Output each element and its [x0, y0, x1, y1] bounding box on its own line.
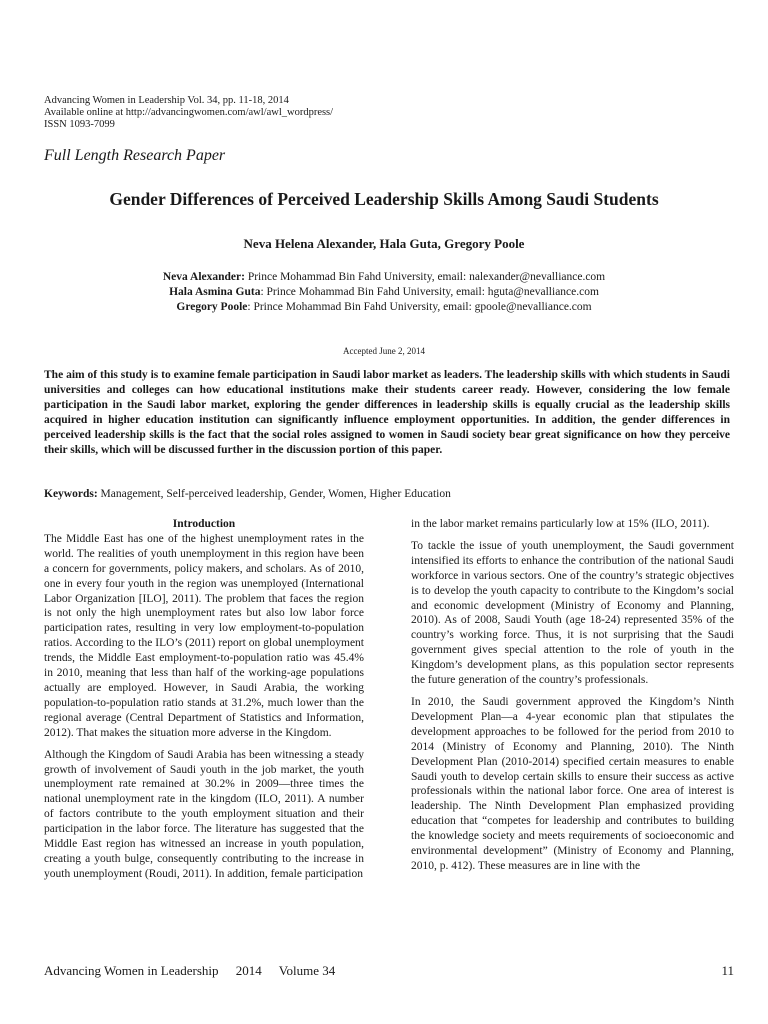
- paper-title: Gender Differences of Perceived Leadership Skills Among Saudi Students: [109, 189, 659, 209]
- affiliation-line: [0, 285, 768, 300]
- affiliation-name: Hala Asmina Guta: [169, 286, 261, 298]
- affiliation-line: [0, 270, 768, 285]
- footer-volume: Volume 34: [278, 963, 336, 978]
- section-heading-introduction: Introduction: [172, 518, 236, 530]
- journal-online-url: Available online at http://advancingwomen.com/awl/awl_wordpress/: [44, 107, 334, 118]
- journal-info: [44, 95, 333, 131]
- journal-issn: ISSN 1093-7099: [44, 119, 115, 130]
- keywords-text: Management, Self-perceived leadership, Gender, Women, Higher Education: [97, 488, 451, 500]
- abstract: The aim of this study is to examine female participation in Saudi labor market as leaders. The leadership skills with which students in Saudi universities and colleges can how educational institutions make their students career ready. However, considering the low female participation in the Saudi labor market, exploring the gender differences in leadership skills is equally crucial as the leadership skills acquired in higher education institution can significantly influence employment opportunities. In addition, the gender differences in perceived leadership skills is the fact that the social roles assigned to women in Saudi society bear great significance on how they perceive their skills, which will be discussed further in the discussion portion of this paper.: [44, 369, 730, 456]
- body-paragraph: To tackle the issue of youth unemployment, the Saudi government intensified its efforts to enhance the contribution of the national Saudi workforce in various sectors. One of the country’s strategic objectives is to develop the youth capacity to contribute to the Kingdom’s social and economic development (Ministry of Economy and Planning, 2010). As of 2008, Saudi Youth (age 18-24) represented 35% of the country’s working force. Thus, it is not surprising that the Saudi government gives special attention to the role of youth in the Kingdom’s development plans, as this population sector represents the future generation of the country’s professionals.: [411, 539, 734, 687]
- footer-journal: Advancing Women in Leadership: [44, 963, 219, 978]
- body-paragraph: in the labor market remains particularly low at 15% (ILO, 2011).: [411, 518, 710, 530]
- affiliation-name: Gregory Poole: [176, 301, 248, 313]
- left-column: [44, 517, 364, 889]
- page-number: 11: [721, 963, 734, 978]
- affiliations: [0, 270, 768, 315]
- affiliation-detail: Prince Mohammad Bin Fahd University, email: nalexander@nevalliance.com: [244, 271, 606, 283]
- page-footer: [44, 963, 734, 979]
- journal-citation: Advancing Women in Leadership Vol. 34, pp. 11-18, 2014: [44, 95, 289, 106]
- footer-year: 2014: [235, 963, 262, 978]
- keywords: [44, 488, 451, 500]
- paper-type: Full Length Research Paper: [44, 147, 226, 164]
- keywords-label: Keywords:: [44, 488, 98, 500]
- right-column: [411, 517, 734, 881]
- body-paragraph: In 2010, the Saudi government approved the Kingdom’s Ninth Development Plan—a 4-year economic plan that stipulates the development approaches to be followed for the period from 2010 to 2014 (Ministry of Economy and Planning, 2010). The Ninth Development Plan (2010-2014) specified certain measures to enable Saudi youth to develop certain skills to ensure their success as active professionals within the national labor force. One area of interest is leadership. The Ninth Development Plan emphasized providing education that “competes for leadership and contributes to building the knowledge society and meets requirements of socioeconomic and environmental development” (Ministry of Economy and Planning, 2010, p. 412). These measures are in line with the: [411, 695, 734, 872]
- author-list: Neva Helena Alexander, Hala Guta, Gregory Poole: [243, 236, 525, 251]
- body-paragraph: The Middle East has one of the highest unemployment rates in the world. The realities of youth unemployment in this region have been a concern for governments, policy makers, and scholars. As of 2010, one in every four youth in the region was unemployed (International Labor Organization [ILO], 2011). The problem that faces the region is not only the high unemployment rates but also low labor force participation rates, resulting in very low employment-to-population ratios. According to the ILO’s (2011) report on global unemployment trends, the Middle East employment-to-population ratio was 45.4% in 2010, meaning that less than half of the working-age populations actually are employed. However, in Saudi Arabia, the working population-to-population ratio stands at 31.2%, much lower than the regional average (Central Department of Statistics and Information, 2012). That makes the situation more adverse in the Kingdom.: [44, 532, 364, 739]
- affiliation-line: [0, 300, 768, 315]
- affiliation-detail: : Prince Mohammad Bin Fahd University, email: hguta@nevalliance.com: [260, 286, 599, 298]
- body-paragraph: Although the Kingdom of Saudi Arabia has been witnessing a steady growth of involvement of Saudi youth in the job market, the youth unemployment rate remained at 30.2% in 2009—three times the national unemployment rate in the kingdom (ILO, 2011). A number of factors contribute to the youth employment situation and their participation in the labor force. The literature has suggested that the Middle East region has witnessed an increase in youth population, creating a youth bulge, consequently contributing to the increase in youth unemployment (Roudi, 2011). In addition, female participation: [44, 748, 364, 880]
- affiliation-name: Neva Alexander:: [162, 271, 245, 283]
- affiliation-detail: : Prince Mohammad Bin Fahd University, email: gpoole@nevalliance.com: [247, 301, 592, 313]
- accepted-date: Accepted June 2, 2014: [343, 346, 425, 356]
- footer-citation: [44, 963, 349, 979]
